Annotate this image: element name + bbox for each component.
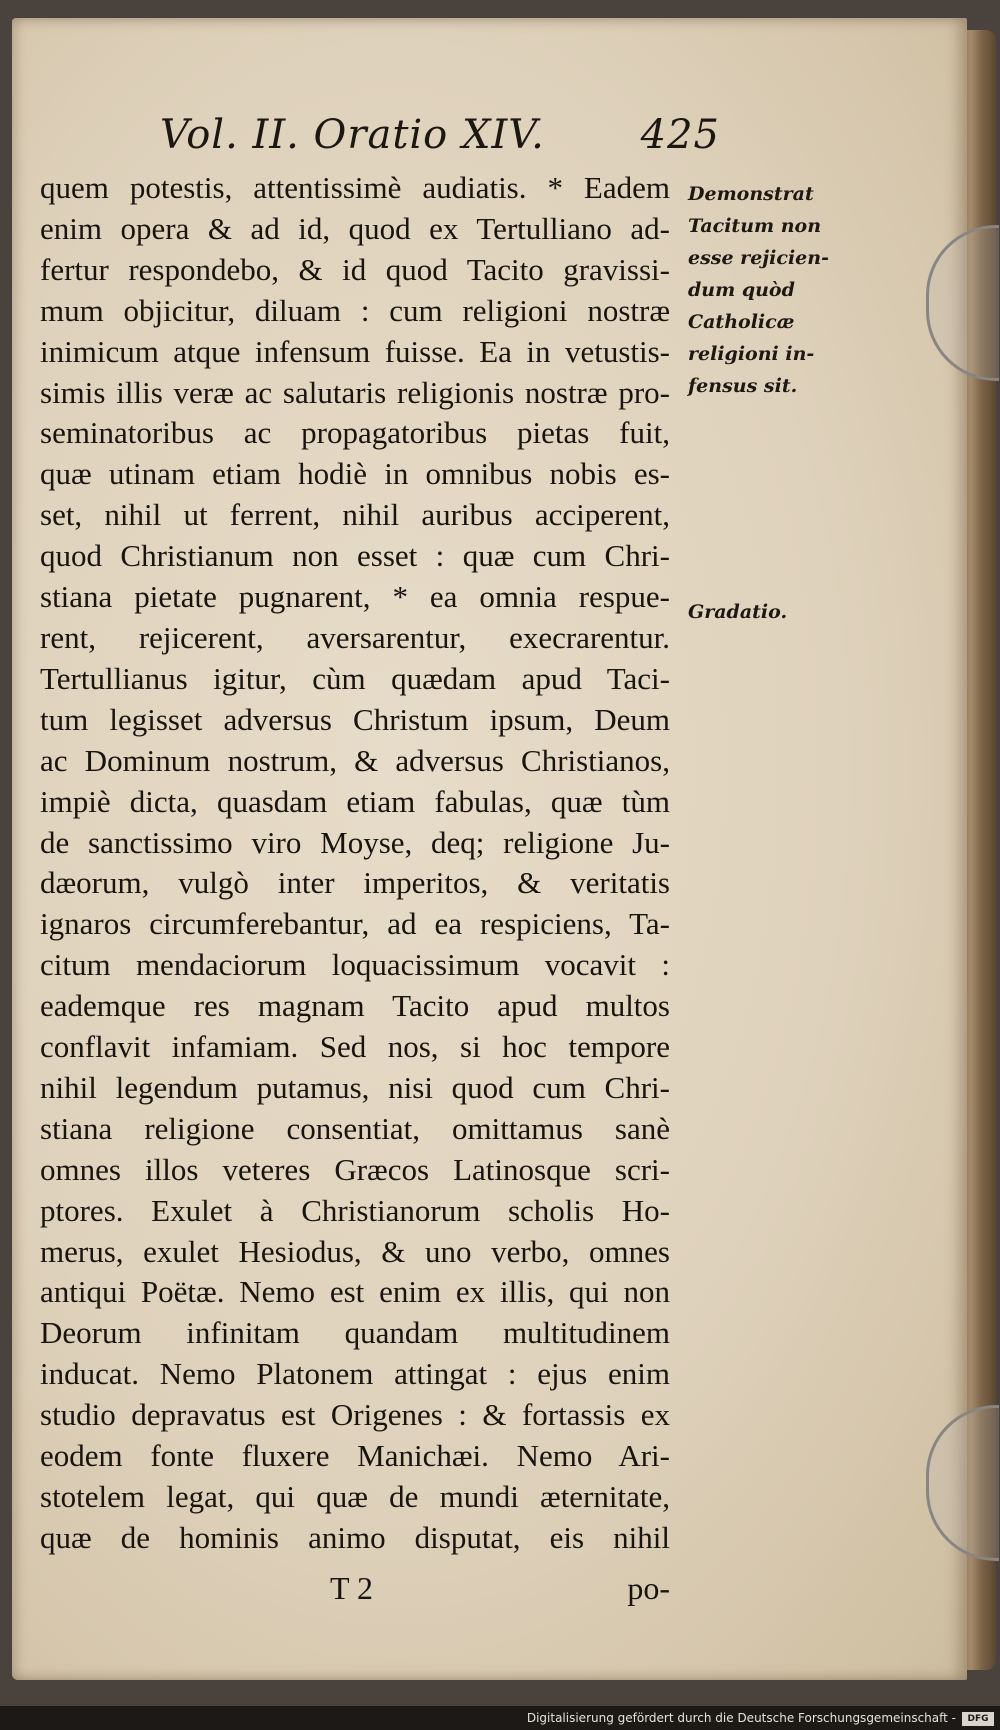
text-line: quæ utinam etiam hodiè in omnibus nobis es-	[40, 456, 670, 492]
text-line: dæorum, vulgò inter imperitos, & veritatis	[40, 865, 670, 901]
text-line: quæ de hominis animo disputat, eis nihil	[40, 1519, 670, 1555]
text-line: fertur respondebo, & id quod Tacito gravissi-	[40, 251, 670, 287]
text-line: tum legisset adversus Christum ipsum, Deum	[40, 701, 670, 737]
marginal-note-line: dum quòd	[688, 279, 795, 301]
text-line: de sanctissimo viro Moyse, deq; religione Ju-	[40, 824, 670, 860]
marginal-note-line: Catholicæ	[688, 311, 795, 333]
marginal-note-line: Gradatio.	[688, 601, 788, 623]
marginal-note-line: religioni in-	[688, 343, 815, 365]
marginal-note-gradatio	[688, 596, 863, 628]
text-line: simis illis veræ ac salutaris religionis nostræ pro-	[40, 374, 670, 410]
dfg-logo: DFG	[962, 1712, 994, 1726]
text-line: studio depravatus est Origenes : & fortassis ex	[40, 1397, 670, 1433]
running-header	[160, 112, 720, 158]
text-line: inimicum atque infensum fuisse. Ea in vetustis-	[40, 333, 670, 369]
text-line: enim opera & ad id, quod ex Tertulliano ad-	[40, 210, 670, 246]
text-line: stotelem legat, qui quæ de mundi æternitate,	[40, 1479, 670, 1514]
body-text	[40, 168, 670, 1559]
text-line: antiqui Poëtæ. Nemo est enim ex illis, qui non	[40, 1274, 670, 1310]
text-line: eodem fonte fluxere Manichæi. Nemo Ari-	[40, 1438, 670, 1474]
text-line: set, nihil ut ferrent, nihil auribus acciperent,	[40, 497, 670, 533]
signature-mark: T 2	[330, 1570, 373, 1606]
page-number: 425	[640, 112, 720, 158]
text-line: Tertullianus igitur, cùm quædam apud Taci-	[40, 660, 670, 696]
text-line: omnes illos veteres Græcos Latinosque scri-	[40, 1151, 670, 1187]
marginal-note-line: Tacitum non	[688, 215, 822, 237]
text-line: stiana pietate pugnarent, * ea omnia respue-	[40, 579, 670, 615]
text-line: Deorum infinitam quandam multitudinem	[40, 1315, 670, 1351]
text-line: seminatoribus ac propagatoribus pietas fuit,	[40, 415, 670, 451]
text-line: eademque res magnam Tacito apud multos	[40, 988, 670, 1024]
running-title: Vol. II. Oratio XIV.	[160, 112, 545, 158]
marginal-note-line: esse rejicien-	[688, 247, 829, 269]
text-line: quod Christianum non esset : quæ cum Chri-	[40, 538, 670, 574]
text-line: citum mendaciorum loquacissimum vocavit :	[40, 947, 670, 983]
credit-text: Digitalisierung gefördert durch die Deutsche Forschungsgemeinschaft -	[526, 1711, 956, 1725]
text-line: ac Dominum nostrum, & adversus Christianos,	[40, 742, 670, 778]
text-line: impiè dicta, quasdam etiam fabulas, quæ tùm	[40, 783, 670, 819]
text-line: conflavit infamiam. Sed nos, si hoc tempore	[40, 1029, 670, 1065]
marginal-note-line: Demonstrat	[688, 183, 814, 205]
text-line: ptores. Exulet à Christianorum scholis Ho-	[40, 1192, 670, 1228]
text-line: mum objicitur, diluam : cum religioni nostræ	[40, 292, 670, 328]
text-line: rent, rejicerent, aversarentur, execrarentur.	[40, 619, 670, 655]
text-line: nihil legendum putamus, nisi quod cum Chri-	[40, 1069, 670, 1105]
digitization-credit-bar	[0, 1706, 1000, 1730]
text-line: inducat. Nemo Platonem attingat : ejus enim	[40, 1356, 670, 1392]
text-line: quem potestis, attentissimè audiatis. * Eadem	[40, 170, 670, 205]
text-line: merus, exulet Hesiodus, & uno verbo, omnes	[40, 1233, 670, 1269]
text-line: ignaros circumferebantur, ad ea respiciens, Ta-	[40, 906, 670, 942]
catchword: po-	[627, 1570, 670, 1606]
marginal-note-demonstrat	[688, 178, 863, 402]
marginal-note-line: fensus sit.	[688, 375, 798, 397]
text-line: stiana religione consentiat, omittamus sanè	[40, 1110, 670, 1146]
